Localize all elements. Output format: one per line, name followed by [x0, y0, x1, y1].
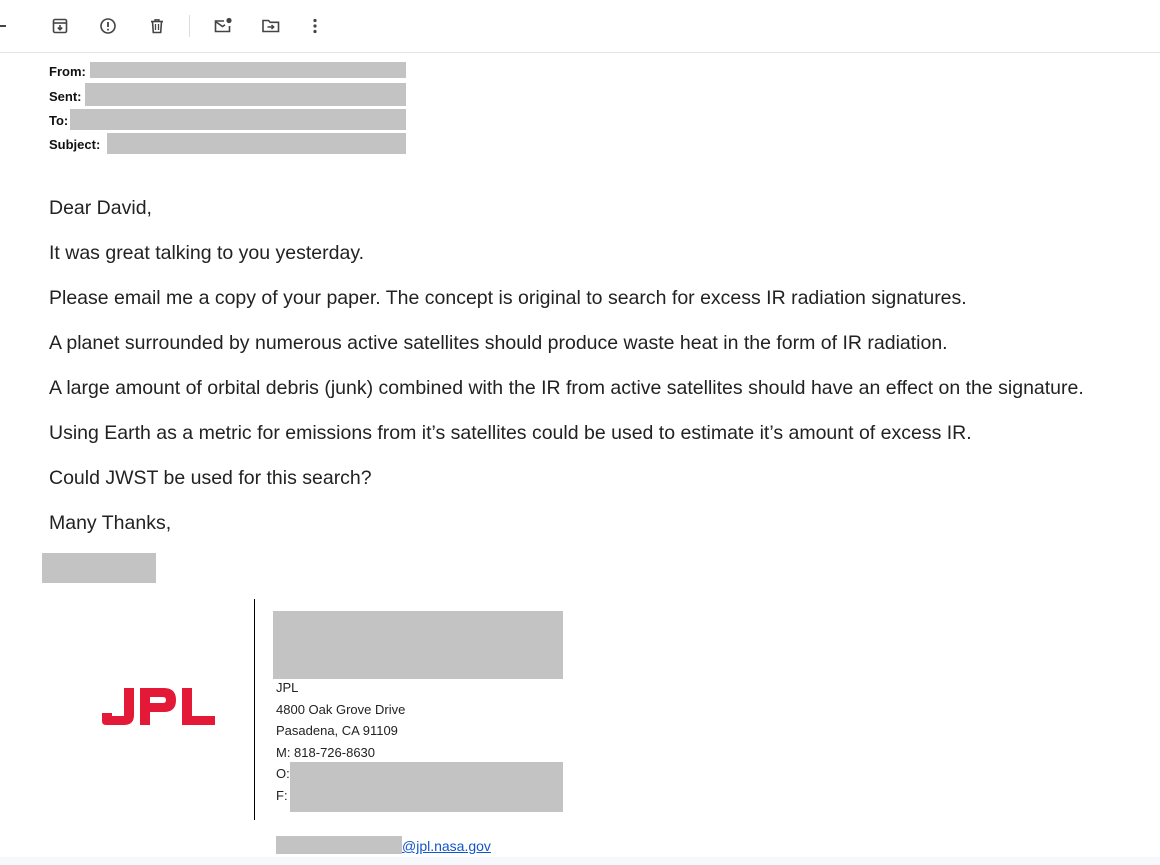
body-paragraph: A planet surrounded by numerous active satellites should produce waste heat in the form of IR radiation.	[49, 332, 948, 354]
signature-fax-label: F:	[276, 788, 288, 803]
redacted-to	[70, 109, 406, 130]
signature-divider	[254, 599, 255, 820]
closing: Many Thanks,	[49, 512, 172, 534]
sent-label: Sent:	[49, 89, 82, 104]
jpl-logo	[100, 687, 218, 727]
redacted-from	[90, 62, 406, 78]
redacted-signature-name	[273, 611, 563, 679]
signature-mobile: M: 818-726-8630	[276, 745, 376, 760]
redacted-email-user	[276, 836, 402, 854]
email-toolbar	[0, 0, 1160, 53]
more-options-icon[interactable]	[302, 13, 328, 39]
move-to-icon[interactable]	[258, 13, 284, 39]
redacted-sender-name	[42, 553, 156, 583]
redacted-phone-numbers	[290, 762, 563, 812]
body-paragraph: It was great talking to you yesterday.	[49, 242, 365, 264]
to-label: To:	[49, 113, 69, 128]
archive-icon[interactable]	[47, 13, 73, 39]
body-paragraph: Using Earth as a metric for emissions from it’s satellites could be used to estimate it’s amount of excess IR.	[49, 422, 972, 444]
subject-label: Subject:	[49, 137, 101, 152]
email-domain-link-text[interactable]: @jpl.nasa.gov	[402, 838, 491, 854]
body-paragraph: Please email me a copy of your paper. The concept is original to search for excess IR radiation signatures.	[49, 287, 967, 309]
mark-unread-icon[interactable]	[210, 13, 236, 39]
redacted-subject	[107, 133, 406, 154]
back-icon[interactable]	[0, 25, 6, 27]
report-spam-icon[interactable]	[95, 13, 121, 39]
redacted-sent	[85, 83, 406, 106]
signature-email-link[interactable]	[402, 838, 491, 854]
signature-org: JPL	[276, 680, 299, 695]
signature-office-label: O:	[276, 766, 290, 781]
body-paragraph: A large amount of orbital debris (junk) combined with the IR from active satellites should have an effect on the signature.	[49, 377, 1084, 399]
from-label: From:	[49, 64, 86, 79]
bottom-strip	[0, 857, 1160, 865]
greeting: Dear David,	[49, 197, 152, 219]
delete-icon[interactable]	[144, 13, 170, 39]
signature-address-line2: Pasadena, CA 91109	[276, 723, 398, 738]
toolbar-divider	[189, 15, 190, 37]
signature-address-line1: 4800 Oak Grove Drive	[276, 702, 406, 717]
body-paragraph: Could JWST be used for this search?	[49, 467, 372, 489]
